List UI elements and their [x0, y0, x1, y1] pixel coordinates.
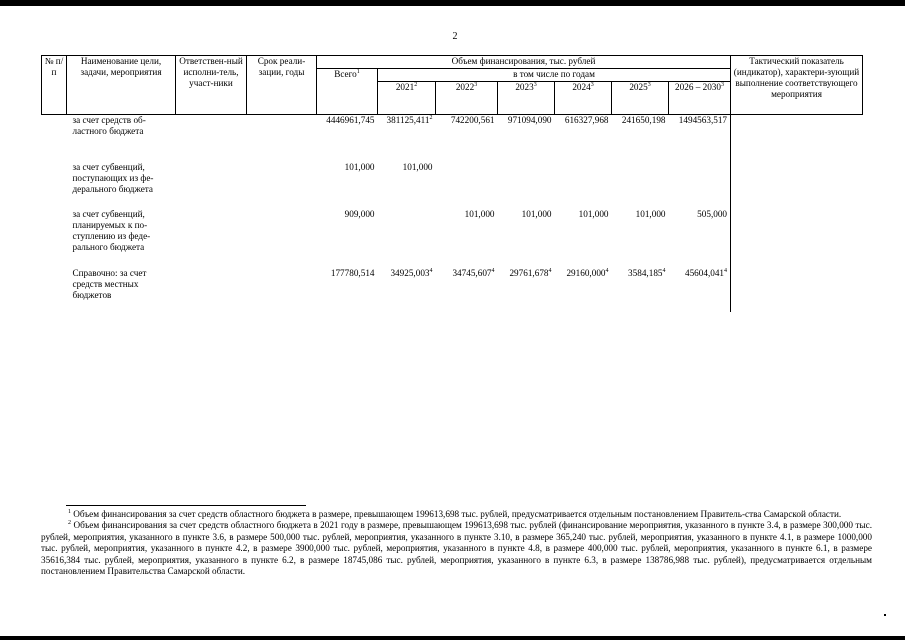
- row-value: 101,000: [402, 162, 433, 172]
- row-value: [669, 162, 731, 209]
- header-by-years: в том числе по годам: [378, 69, 731, 82]
- table-row: [42, 268, 863, 312]
- row-value: 241650,198: [621, 115, 666, 125]
- row-value: 3584,185$^4$: [628, 268, 666, 278]
- funding-table: [41, 55, 863, 312]
- row-tactic: [731, 115, 863, 163]
- row-value: [498, 162, 555, 209]
- footnotes: [41, 509, 872, 577]
- header-year: 2025$^3$: [612, 82, 669, 115]
- row-value: 101,000: [578, 209, 609, 219]
- footnote-2: $^2$ Объем финансирования за счет средств областного бюджета в 2021 году в размере, превышающем 199613,698 тыс. рублей (финансирование мероприятия, указанного в пункте 3.4, в размере 300,000 тыс. рублей, мероприятия, указанного в пункте 3.6, в размере 500,000 тыс. рублей, мероприятия, указанного в пункте 3.10, в размере 365,240 тыс. рублей, мероприятия, указанного в пункте 4.1, в размере 1000,000 тыс. рублей, мероприятия, указанного в пункте 4.2, в размере 3900,000 тыс. рублей, мероприятия, указанного в пункте 4.8, в размере 400,000 тыс. рублей, мероприятия, указанного в пункте 6.1, в размере 35616,384 тыс. рублей, мероприятия, указанного в пункте 6.2, в размере 18745,086 тыс. рублей, мероприятия, указанного в пункте 6.3, в размере 138786,988 тыс. рублей), предусматривается отдельным постановлением Правительства Самарской области.: [41, 520, 872, 577]
- header-term: Срок реали-зации, годы: [247, 56, 317, 115]
- footnote-divider: [66, 505, 306, 506]
- header-year: 2024$^3$: [555, 82, 612, 115]
- row-total: 4446961,745: [326, 115, 375, 125]
- header-tactic: Тактический показатель (индикатор), характери-зующий выполнение соответствующего мероприятия: [731, 56, 863, 115]
- row-name: Справочно: за счет средств местных бюджетов: [72, 268, 147, 300]
- scan-dot: [884, 614, 886, 616]
- row-value: 616327,968: [564, 115, 609, 125]
- row-name: за счет субвенций, планируемых к по-ступлению из феде-рального бюджета: [72, 209, 151, 252]
- row-tactic: [731, 209, 863, 268]
- scan-bottom-border: [0, 636, 905, 640]
- row-value: 1494563,517: [678, 115, 728, 125]
- header-year: 2022$^3$: [436, 82, 498, 115]
- row-value: 101,000: [464, 209, 495, 219]
- row-total: 101,000: [344, 162, 375, 172]
- table-row: [42, 162, 863, 209]
- table-row: [42, 115, 863, 163]
- row-value: [612, 162, 669, 209]
- header-total: Всего$^1$: [317, 69, 378, 115]
- row-value: 34925,003$^4$: [390, 268, 433, 278]
- header-number: № п/п: [42, 56, 67, 115]
- row-value: 101,000: [521, 209, 552, 219]
- row-value: [555, 162, 612, 209]
- header-responsible: Ответствен-ный исполни-тель, участ-ники: [176, 56, 247, 115]
- row-name: за счет средств об-ластного бюджета: [72, 115, 146, 136]
- header-funding: Объем финансирования, тыс. рублей: [317, 56, 731, 69]
- header-name: Наименование цели, задачи, мероприятия: [67, 56, 176, 115]
- page-number: 2: [452, 31, 458, 42]
- row-total: 909,000: [344, 209, 375, 219]
- row-value: 29160,000$^4$: [566, 268, 609, 278]
- row-value: [378, 209, 436, 268]
- header-year: 2023$^3$: [498, 82, 555, 115]
- row-total: 177780,514: [330, 268, 375, 278]
- row-tactic: [731, 268, 863, 312]
- row-value: 742200,561: [450, 115, 495, 125]
- table-row: [42, 209, 863, 268]
- row-tactic: [731, 162, 863, 209]
- row-value: 381125,411$^2$: [386, 115, 433, 125]
- footnote-1: $^1$ Объем финансирования за счет средств областного бюджета в размере, превышающем 199613,698 тыс. рублей, предусматривается отдельным постановлением Правитель-ства Самарской области.: [68, 509, 842, 519]
- header-year: 2021$^2$: [378, 82, 436, 115]
- row-value: 101,000: [635, 209, 666, 219]
- row-value: 34745,607$^4$: [452, 268, 495, 278]
- row-value: 971094,090: [507, 115, 552, 125]
- header-year: 2026 – 2030$^3$: [669, 82, 731, 115]
- row-value: 45604,041$^4$: [684, 268, 728, 278]
- row-value: [436, 162, 498, 209]
- row-value: 29761,678$^4$: [509, 268, 552, 278]
- row-name: за счет субвенций, поступающих из фе-дерального бюджета: [72, 162, 154, 194]
- scan-top-border: [0, 0, 905, 6]
- row-value: 505,000: [697, 209, 728, 219]
